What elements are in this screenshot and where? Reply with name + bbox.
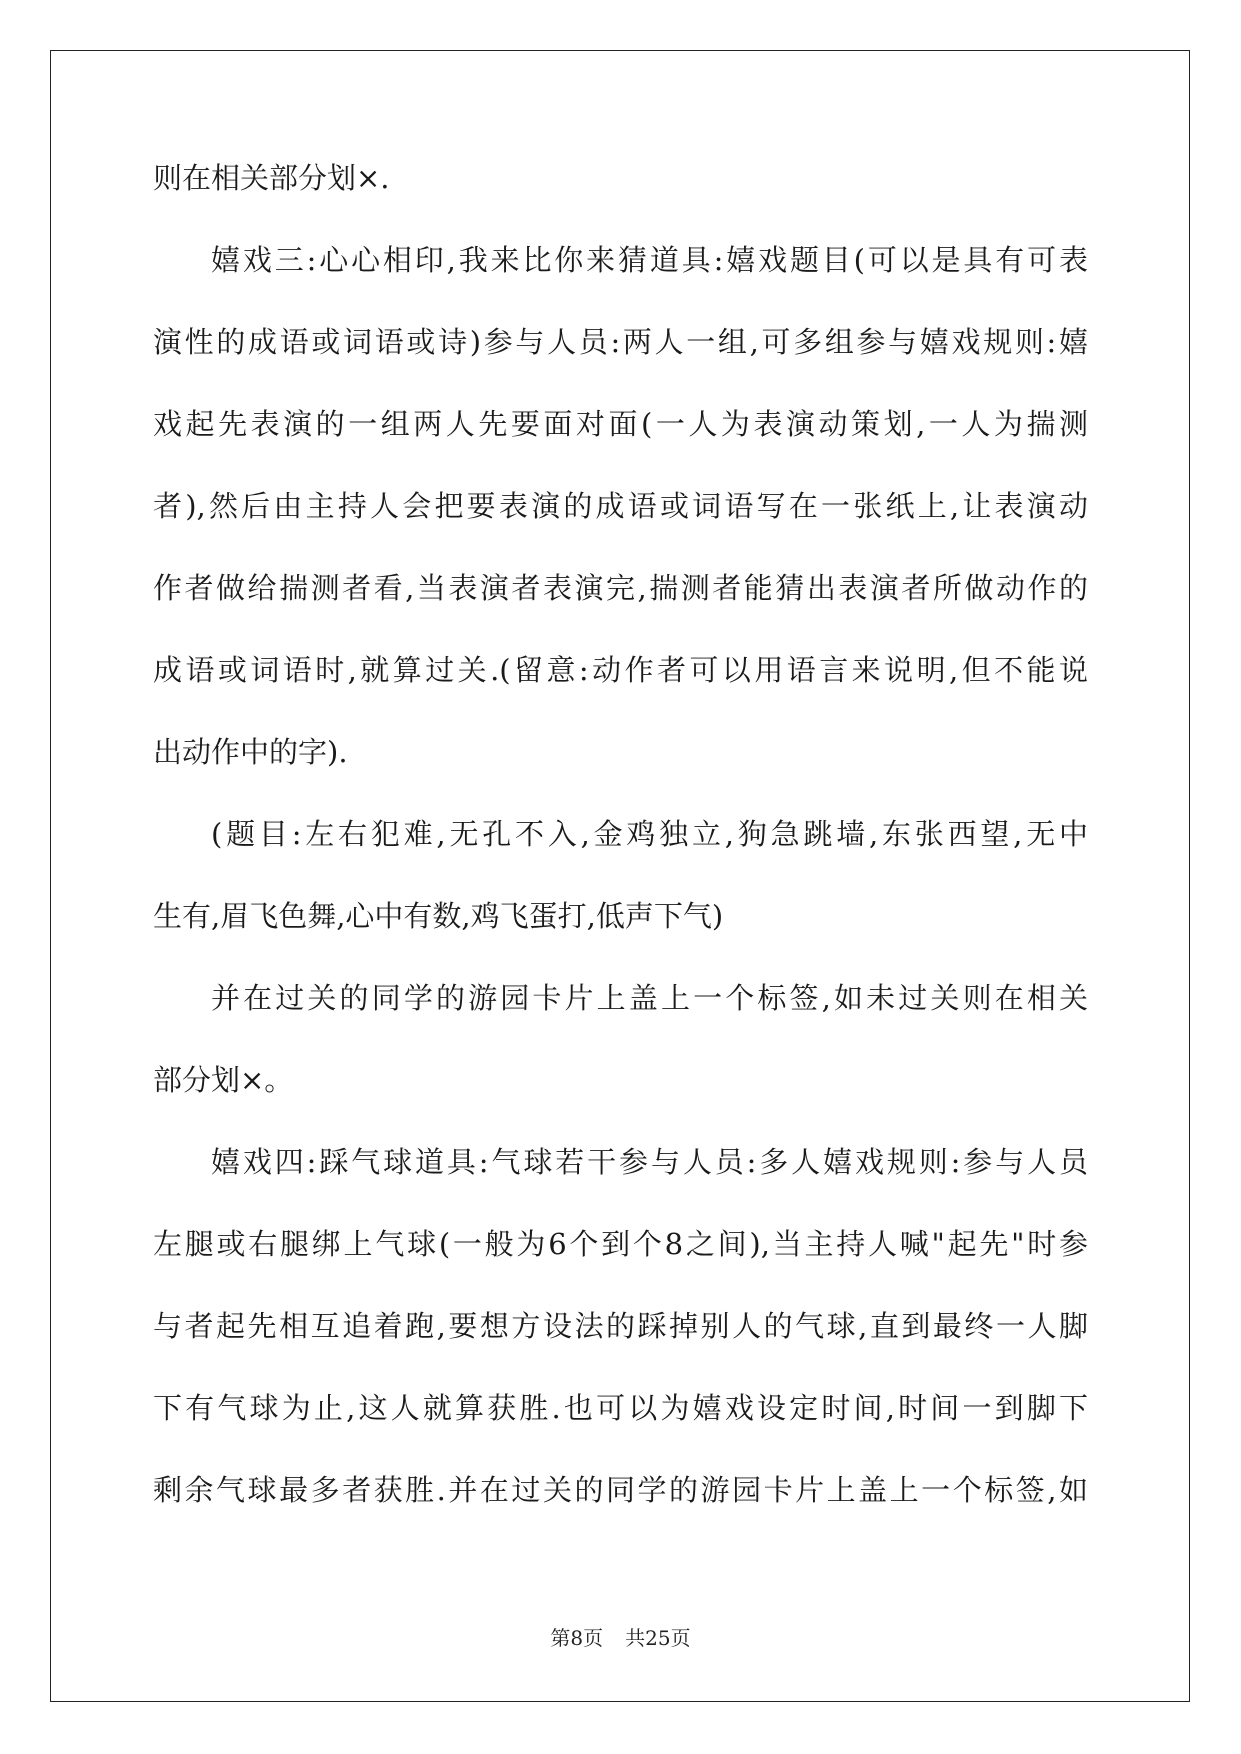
text-line: 戏起先表演的一组两人先要面对面(一人为表演动策划,一人为揣测 [153, 407, 1088, 441]
text-line: 嬉戏三:心心相印,我来比你来猜道具:嬉戏题目(可以是具有可表 [211, 243, 1088, 277]
text-line: 与者起先相互追着跑,要想方设法的踩掉别人的气球,直到最终一人脚 [153, 1309, 1088, 1343]
page-total: 共25页 [625, 1626, 691, 1650]
text-line: 左腿或右腿绑上气球(一般为6个到个8之间),当主持人喊"起先"时参 [153, 1227, 1088, 1261]
page-footer [0, 1622, 1241, 1651]
text-line: 者),然后由主持人会把要表演的成语或词语写在一张纸上,让表演动 [153, 489, 1088, 523]
text-line: (题目:左右犯难,无孔不入,金鸡独立,狗急跳墙,东张西望,无中 [211, 817, 1088, 851]
text-line: 剩余气球最多者获胜.并在过关的同学的游园卡片上盖上一个标签,如 [153, 1473, 1088, 1507]
text-line: 成语或词语时,就算过关.(留意:动作者可以用语言来说明,但不能说 [153, 653, 1088, 687]
page-number: 第8页 [550, 1626, 604, 1650]
text-line: 作者做给揣测者看,当表演者表演完,揣测者能猜出表演者所做动作的 [153, 571, 1088, 605]
text-line: 部分划×。 [153, 1063, 294, 1097]
text-line: 出动作中的字). [153, 735, 348, 769]
text-line: 演性的成语或词语或诗)参与人员:两人一组,可多组参与嬉戏规则:嬉 [153, 325, 1088, 359]
text-line: 则在相关部分划×. [153, 161, 390, 195]
text-line: 嬉戏四:踩气球道具:气球若干参与人员:多人嬉戏规则:参与人员 [211, 1145, 1088, 1179]
text-line: 并在过关的同学的游园卡片上盖上一个标签,如未过关则在相关 [211, 981, 1088, 1015]
text-line: 生有,眉飞色舞,心中有数,鸡飞蛋打,低声下气) [153, 899, 724, 933]
document-body [153, 160, 1088, 1554]
text-line: 下有气球为止,这人就算获胜.也可以为嬉戏设定时间,时间一到脚下 [153, 1391, 1088, 1425]
